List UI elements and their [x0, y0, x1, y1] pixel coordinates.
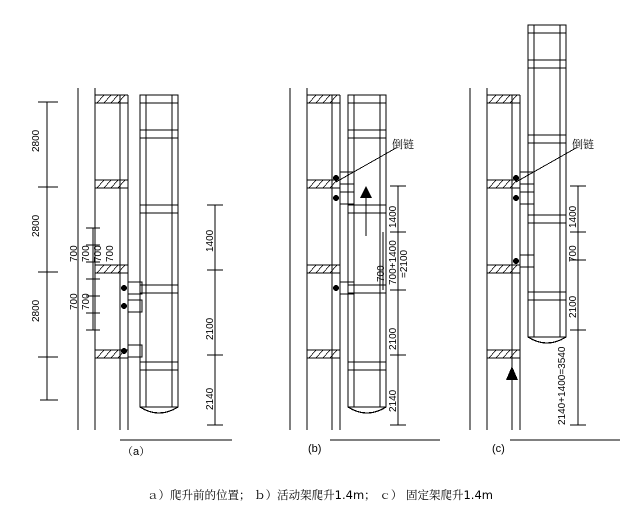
dim-b-right-1400: 1400	[388, 205, 399, 228]
panel-b-scaffold	[348, 95, 386, 413]
dim-a-left-2: 2800	[31, 214, 42, 237]
dim-b-right-eq2100: =2100	[399, 249, 410, 278]
dim-a-right-1400: 1400	[205, 229, 216, 252]
panel-label-c: (c)	[492, 443, 505, 455]
panel-a-scaffold	[140, 95, 178, 413]
dim-a-inner-3: 700	[93, 245, 104, 262]
dim-a-inner-4: 700	[105, 245, 116, 262]
panel-b-up-arrow	[360, 186, 372, 236]
dim-a-right-2140: 2140	[205, 387, 216, 410]
dim-a-inner-5: 700	[69, 293, 80, 310]
dim-b-right-sum: 700+1400	[388, 240, 399, 285]
panel-label-b: (b)	[308, 443, 322, 455]
dim-a-inner-2: 700	[81, 245, 92, 262]
dim-c-right-1400: 1400	[568, 205, 579, 228]
panel-a-inner-dimension	[86, 228, 100, 330]
dim-b-inner-700: 700	[376, 265, 387, 282]
dim-a-left-1: 2800	[31, 129, 42, 152]
annotation-chain-b: 倒链	[392, 138, 414, 151]
panel-b-building	[290, 88, 340, 430]
figure-caption: ａ）爬升前的位置； ｂ）活动架爬升1.4m； ｃ） 固定架爬升1.4m	[147, 488, 493, 502]
dim-a-inner-1: 700	[69, 245, 80, 262]
dim-c-right-total: 2140+1400=3540	[557, 346, 568, 425]
annotation-chain-c: 倒链	[572, 138, 594, 151]
dim-a-inner-6: 700	[81, 293, 92, 310]
panel-c-brackets	[514, 172, 534, 267]
dim-b-right-2140: 2140	[388, 389, 399, 412]
dim-c-right-700: 700	[568, 245, 579, 262]
dim-a-left-3: 2800	[31, 299, 42, 322]
dim-c-right-2100: 2100	[568, 295, 579, 318]
panel-b-chain-leader	[336, 148, 396, 182]
panel-c-up-arrow	[506, 366, 518, 400]
panel-b-brackets	[334, 172, 354, 294]
dim-b-right-2100: 2100	[388, 327, 399, 350]
dim-a-right-2100: 2100	[205, 317, 216, 340]
panel-a-brackets	[122, 282, 142, 357]
panel-c-chain-leader	[516, 148, 576, 182]
panel-label-a: （a）	[122, 446, 151, 458]
